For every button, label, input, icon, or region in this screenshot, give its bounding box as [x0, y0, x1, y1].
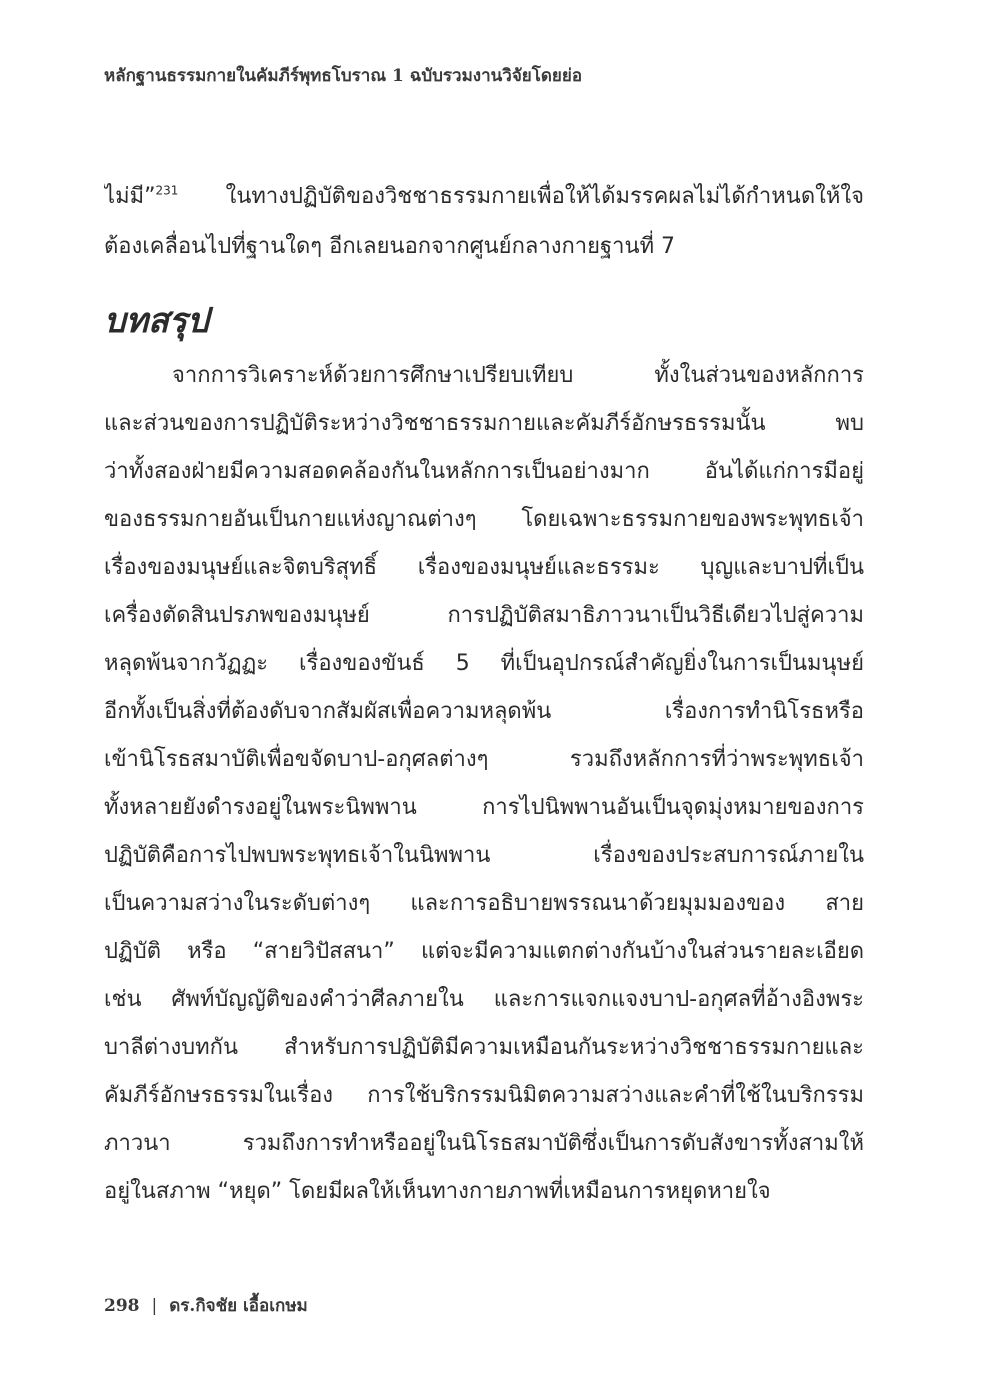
footnote-marker[interactable]: 231	[155, 183, 179, 198]
intro-line-1-end: ในทางปฏิบัติของวิชชาธรรมกายเพื่อให้ได้มรรคผลไม่ได้กำหนดให้ใจ	[178, 184, 864, 209]
paragraph-line: และส่วนของการปฏิบัติระหว่างวิชชาธรรมกายและคัมภีร์อักษรธรรมนั้น พบ	[104, 411, 864, 436]
intro-paragraph	[104, 172, 864, 272]
intro-line-1-start: ไม่มี”	[104, 184, 156, 209]
paragraph-line: อีกทั้งเป็นสิ่งที่ต้องดับจากสัมผัสเพื่อความหลุดพ้น เรื่องการทำนิโรธหรือ	[104, 699, 864, 724]
paragraph-line: ปฏิบัติ หรือ “สายวิปัสสนา” แต่จะมีความแตกต่างกันบ้างในส่วนรายละเอียด	[104, 939, 864, 964]
author-name: ดร.กิจชัย เอื้อเกษม	[169, 1296, 308, 1316]
paragraph-line: เรื่องของมนุษย์และจิตบริสุทธิ์ เรื่องของมนุษย์และธรรมะ บุญและบาปที่เป็น	[104, 555, 864, 580]
summary-paragraph	[104, 352, 864, 1216]
paragraph-line: ของธรรมกายอันเป็นกายแห่งญาณต่างๆ โดยเฉพาะธรรมกายของพระพุทธเจ้า	[104, 507, 864, 532]
paragraph-line: ปฏิบัติคือการไปพบพระพุทธเจ้าในนิพพาน เรื่องของประสบการณ์ภายใน	[104, 843, 864, 868]
paragraph-line: อยู่ในสภาพ “หยุด” โดยมีผลให้เห็นทางกายภาพที่เหมือนการหยุดหายใจ	[104, 1179, 771, 1204]
page-number: 298	[104, 1296, 140, 1316]
paragraph-line: คัมภีร์อักษรธรรมในเรื่อง การใช้บริกรรมนิมิตความสว่างและคำที่ใช้ในบริกรรม	[104, 1083, 864, 1108]
page-footer	[104, 1292, 308, 1319]
paragraph-line: เป็นความสว่างในระดับต่างๆ และการอธิบายพรรณนาด้วยมุมมองของ สาย	[104, 891, 864, 916]
paragraph-line: จากการวิเคราะห์ด้วยการศึกษาเปรียบเทียบ ทั้งในส่วนของหลักการ	[172, 363, 864, 388]
paragraph-line: ภาวนา รวมถึงการทำหรืออยู่ในนิโรธสมาบัติซึ่งเป็นการดับสังขารทั้งสามให้	[104, 1131, 864, 1156]
paragraph-line: ว่าทั้งสองฝ่ายมีความสอดคล้องกันในหลักการเป็นอย่างมาก อันได้แก่การมีอยู่	[104, 459, 864, 484]
paragraph-line: หลุดพ้นจากวัฏฏะ เรื่องของขันธ์ 5 ที่เป็นอุปกรณ์สำคัญยิ่งในการเป็นมนุษย์	[104, 651, 864, 676]
intro-line-1	[104, 172, 864, 222]
section-heading: บทสรุป	[104, 301, 209, 341]
running-header: หลักฐานธรรมกายในคัมภีร์พุทธโบราณ 1 ฉบับรวมงานวิจัยโดยย่อ	[104, 66, 583, 86]
footer-separator: |	[151, 1296, 158, 1316]
paragraph-line: เข้านิโรธสมาบัติเพื่อขจัดบาป-อกุศลต่างๆ รวมถึงหลักการที่ว่าพระพุทธเจ้า	[104, 747, 864, 772]
paragraph-line: บาลีต่างบทกัน สำหรับการปฏิบัติมีความเหมือนกันระหว่างวิชชาธรรมกายและ	[104, 1035, 864, 1060]
intro-line-2: ต้องเคลื่อนไปที่ฐานใดๆ อีกเลยนอกจากศูนย์กลางกายฐานที่ 7	[104, 234, 676, 259]
paragraph-line: ทั้งหลายยังดำรงอยู่ในพระนิพพาน การไปนิพพานอันเป็นจุดมุ่งหมายของการ	[104, 795, 864, 820]
paragraph-line: เครื่องตัดสินปรภพของมนุษย์ การปฏิบัติสมาธิภาวนาเป็นวิธีเดียวไปสู่ความ	[104, 603, 864, 628]
paragraph-line: เช่น ศัพท์บัญญัติของคำว่าศีลภายใน และการแจกแจงบาป-อกุศลที่อ้างอิงพระ	[104, 987, 864, 1012]
